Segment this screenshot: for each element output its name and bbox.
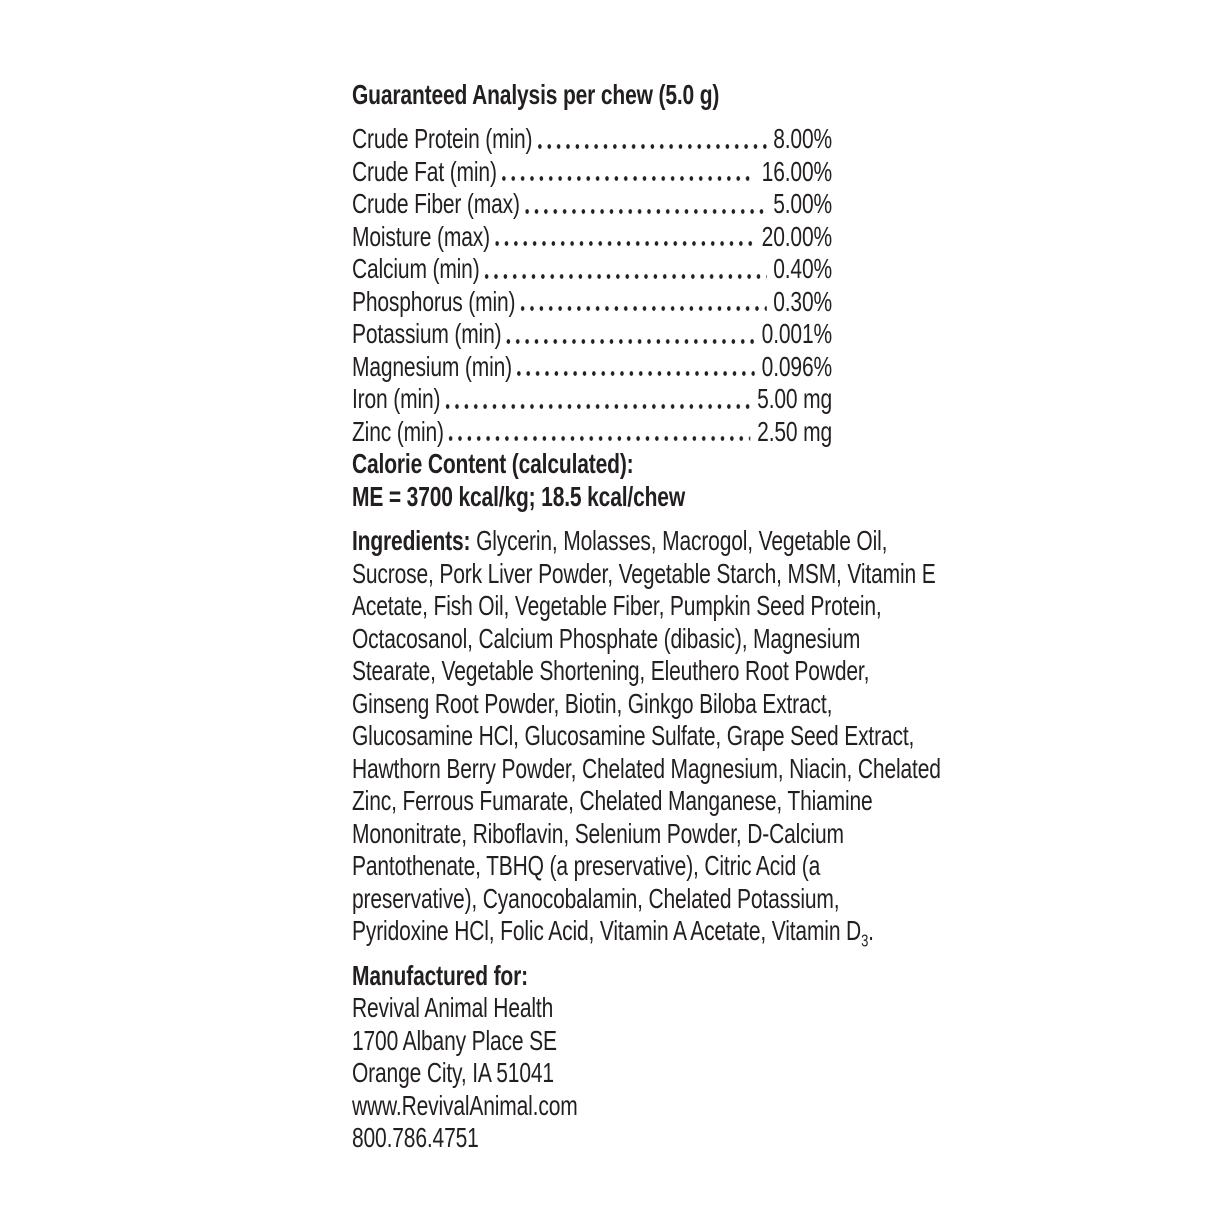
calorie-content-section [352,448,952,513]
analysis-row [352,318,832,351]
analysis-row-label: Potassium (min) [352,318,502,349]
dot-leader [538,144,767,149]
address-line: Revival Animal Health [352,992,554,1023]
calorie-content-value: ME = 3700 kcal/kg; 18.5 kcal/chew [352,480,686,512]
ingredients-line: Acetate, Fish Oil, Vegetable Fiber, Pumpkin Seed Protein, [352,590,882,621]
ingredients-line: Sucrose, Pork Liver Powder, Vegetable Starch, MSM, Vitamin E [352,557,936,589]
ingredients-line: Stearate, Vegetable Shortening, Eleuthero Root Powder, [352,655,870,686]
ingredients-text: Pyridoxine HCl, Folic Acid, Vitamin A Acetate, Vitamin D [352,915,862,946]
analysis-row [352,286,832,319]
analysis-row-label: Crude Fiber (max) [352,188,520,219]
calorie-content-heading: Calorie Content (calculated): [352,448,634,479]
analysis-row-label: Crude Protein (min) [352,123,533,154]
analysis-row-value: 0.001% [761,318,832,349]
ingredients-line: preservative), Cyanocobalamin, Chelated Potassium, [352,882,840,914]
dot-leader [521,306,767,311]
address-line: Orange City, IA 51041 [352,1057,554,1088]
dot-leader [507,339,755,344]
analysis-row-value: 0.30% [773,285,832,317]
manufactured-for-heading: Manufactured for: [352,959,528,991]
ingredients-line [352,525,952,558]
dot-leader [525,209,766,214]
analysis-table [352,123,832,448]
analysis-row [352,351,832,384]
analysis-row-label: Crude Fat (min) [352,155,497,187]
analysis-row [352,221,832,254]
analysis-row [352,383,832,416]
manufactured-for-lines [352,992,952,1155]
ingredients-line: Zinc, Ferrous Fumarate, Chelated Manganese, Thiamine [352,785,873,816]
analysis-row-label: Iron (min) [352,383,441,414]
analysis-row-value: 0.096% [761,350,832,382]
analysis-row-label: Moisture (max) [352,220,490,252]
analysis-row [352,123,832,156]
address-line: 1700 Albany Place SE [352,1024,557,1056]
analysis-row [352,416,832,449]
guaranteed-analysis-title: Guaranteed Analysis per chew (5.0 g) [352,79,720,110]
dot-leader [446,404,751,409]
analysis-row [352,188,832,221]
analysis-row [352,253,832,286]
analysis-row [352,156,832,189]
ingredients-line: Glucosamine HCl, Glucosamine Sulfate, Grape Seed Extract, [352,720,915,751]
analysis-row-label: Phosphorus (min) [352,285,516,317]
ingredients-line: Pantothenate, TBHQ (a preservative), Citric Acid (a [352,850,821,881]
analysis-row-value: 16.00% [761,155,832,187]
supplement-facts-label [352,78,952,1155]
ingredients-text: . [868,915,874,946]
analysis-row-label: Calcium (min) [352,253,480,284]
manufactured-for-section [352,960,952,1155]
analysis-row-value: 2.50 mg [757,415,832,447]
dot-leader [517,371,755,376]
dot-leader [495,241,755,246]
ingredients-text: Glycerin, Molasses, Macrogol, Vegetable Oil, [470,525,888,556]
ingredients-line: Mononitrate, Riboflavin, Selenium Powder, D-Calcium [352,817,844,849]
ingredients-line: Hawthorn Berry Powder, Chelated Magnesium, Niacin, Chelated [352,752,941,784]
ingredients-heading: Ingredients: [352,525,471,556]
dot-leader [502,176,755,181]
ingredients-line: Ginseng Root Powder, Biotin, Ginkgo Biloba Extract, [352,687,833,719]
analysis-row-value: 20.00% [761,220,832,252]
analysis-row-value: 0.40% [773,253,832,284]
dot-leader [485,274,767,279]
vitamin-d3-subscript: 3 [861,930,869,951]
dot-leader [449,436,750,441]
ingredients-line: Octacosanol, Calcium Phosphate (dibasic), Magnesium [352,622,861,654]
analysis-row-value: 5.00 mg [757,383,832,414]
analysis-row-value: 5.00% [773,188,832,219]
address-line: www.RevivalAnimal.com [352,1089,578,1121]
analysis-row-label: Magnesium (min) [352,350,512,382]
address-line: 800.786.4751 [352,1122,479,1153]
ingredients-line [352,915,952,951]
analysis-row-label: Zinc (min) [352,415,444,447]
ingredients-section [352,525,952,951]
analysis-row-value: 8.00% [773,123,832,154]
